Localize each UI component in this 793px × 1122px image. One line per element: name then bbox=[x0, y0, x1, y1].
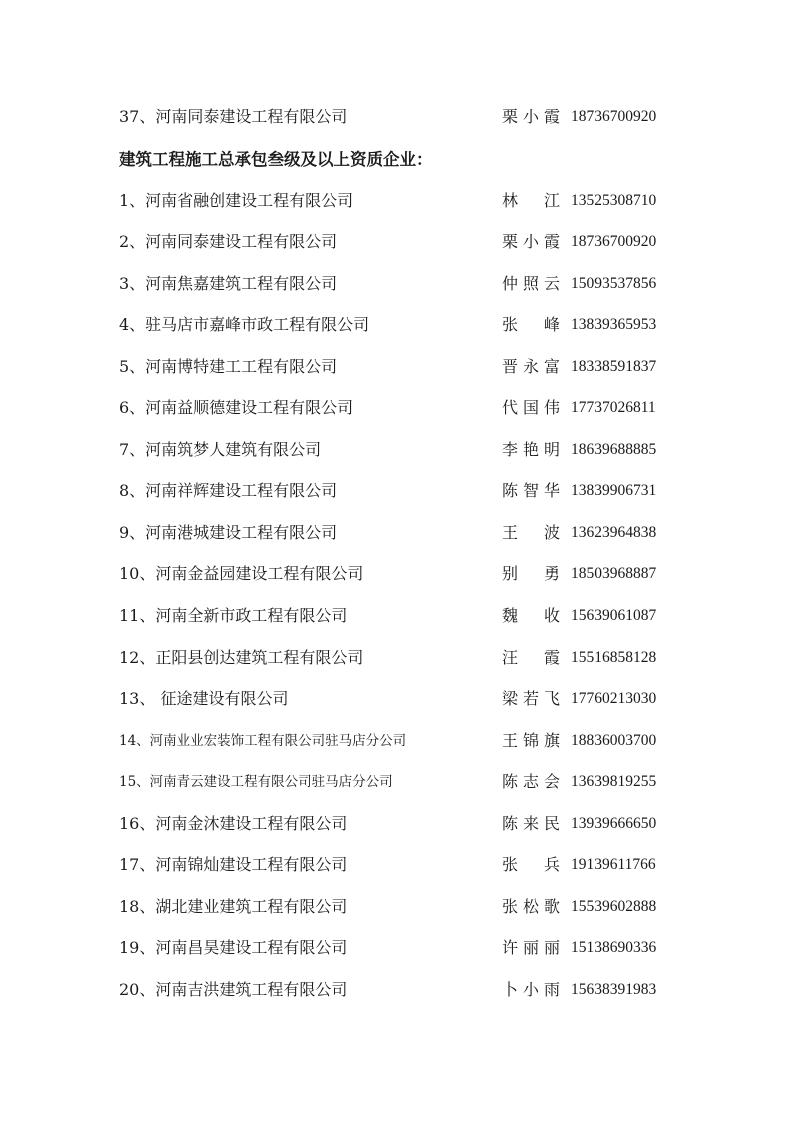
entry-row bbox=[0, 767, 793, 797]
entry-row bbox=[0, 726, 793, 756]
phone-number: 17760213030 bbox=[571, 690, 657, 707]
contact-person: 魏 收 bbox=[502, 606, 560, 625]
phone-number: 15639061087 bbox=[571, 607, 657, 624]
phone-number: 18736700920 bbox=[571, 233, 657, 250]
contact-person: 王 波 bbox=[502, 523, 560, 542]
entry-row bbox=[0, 975, 793, 1005]
contact-person: 栗小霞 bbox=[502, 232, 560, 251]
entry-row bbox=[0, 601, 793, 631]
contact-person: 卜小雨 bbox=[502, 980, 560, 999]
phone-number: 13639819255 bbox=[571, 773, 657, 790]
entry-row bbox=[0, 518, 793, 548]
phone-number: 13839906731 bbox=[571, 482, 657, 499]
top-entry-row bbox=[0, 102, 793, 132]
contact-person: 梁若飞 bbox=[502, 689, 560, 708]
company-name: 6、河南益顺德建设工程有限公司 bbox=[119, 398, 354, 417]
contact-person: 张 峰 bbox=[502, 315, 560, 334]
contact-person: 王锦旗 bbox=[502, 731, 560, 750]
entry-row bbox=[0, 352, 793, 382]
phone-number: 18338591837 bbox=[571, 358, 657, 375]
phone-number: 15516858128 bbox=[571, 649, 657, 666]
contact-person: 林 江 bbox=[502, 191, 560, 210]
phone-number: 18503968887 bbox=[571, 565, 657, 582]
company-name: 1、河南省融创建设工程有限公司 bbox=[119, 191, 354, 210]
phone-number: 15638391983 bbox=[571, 981, 657, 998]
phone-number: 13939666650 bbox=[571, 815, 657, 832]
phone-number: 13525308710 bbox=[571, 192, 657, 209]
company-name: 9、河南港城建设工程有限公司 bbox=[119, 523, 338, 542]
contact-person: 陈智华 bbox=[502, 481, 560, 500]
company-name: 8、河南祥辉建设工程有限公司 bbox=[119, 481, 338, 500]
company-name: 16、河南金沐建设工程有限公司 bbox=[119, 814, 348, 833]
company-name: 15、河南青云建设工程有限公司驻马店分公司 bbox=[119, 774, 393, 790]
company-name: 20、河南吉洪建筑工程有限公司 bbox=[119, 980, 348, 999]
entry-row bbox=[0, 809, 793, 839]
contact-person: 晋永富 bbox=[502, 357, 560, 376]
entry-row bbox=[0, 435, 793, 465]
phone-number: 15539602888 bbox=[571, 898, 657, 915]
section-title: 建筑工程施工总承包叁级及以上资质企业： bbox=[119, 150, 433, 169]
contact-person: 陈来民 bbox=[502, 814, 560, 833]
company-name: 13、 征途建设有限公司 bbox=[119, 689, 289, 708]
phone-number: 15093537856 bbox=[571, 275, 657, 292]
company-name: 2、河南同泰建设工程有限公司 bbox=[119, 232, 338, 251]
phone-number: 18836003700 bbox=[571, 732, 657, 749]
contact-person: 陈志会 bbox=[502, 772, 560, 791]
entry-row bbox=[0, 559, 793, 589]
entry-row bbox=[0, 684, 793, 714]
contact-person: 仲照云 bbox=[502, 274, 560, 293]
contact-person: 代国伟 bbox=[502, 398, 560, 417]
company-name: 5、河南博特建工工程有限公司 bbox=[119, 357, 338, 376]
company-name: 3、河南焦嘉建筑工程有限公司 bbox=[119, 274, 338, 293]
company-name: 11、河南全新市政工程有限公司 bbox=[119, 606, 348, 625]
company-name: 37、河南同泰建设工程有限公司 bbox=[119, 107, 348, 126]
entry-row bbox=[0, 393, 793, 423]
entry-row bbox=[0, 643, 793, 673]
contact-person: 李艳明 bbox=[502, 440, 560, 459]
phone-number: 18639688885 bbox=[571, 441, 657, 458]
contact-person: 许丽丽 bbox=[502, 938, 560, 957]
phone-number: 13623964838 bbox=[571, 524, 657, 541]
phone-number: 18736700920 bbox=[571, 108, 657, 125]
company-name: 12、正阳县创达建筑工程有限公司 bbox=[119, 648, 364, 667]
contact-person: 别 勇 bbox=[502, 564, 560, 583]
phone-number: 19139611766 bbox=[571, 856, 656, 873]
contact-person: 张松歌 bbox=[502, 897, 560, 916]
entry-row bbox=[0, 186, 793, 216]
company-name: 14、河南业业宏装饰工程有限公司驻马店分公司 bbox=[119, 733, 407, 749]
contact-person: 汪 霞 bbox=[502, 648, 560, 667]
company-name: 4、驻马店市嘉峰市政工程有限公司 bbox=[119, 315, 370, 334]
company-name: 10、河南金益园建设工程有限公司 bbox=[119, 564, 364, 583]
phone-number: 17737026811 bbox=[571, 399, 656, 416]
contact-person: 张 兵 bbox=[502, 855, 560, 874]
entry-row bbox=[0, 310, 793, 340]
entry-row bbox=[0, 933, 793, 963]
company-name: 19、河南昌昊建设工程有限公司 bbox=[119, 938, 348, 957]
company-name: 17、河南锦灿建设工程有限公司 bbox=[119, 855, 348, 874]
phone-number: 13839365953 bbox=[571, 316, 657, 333]
entry-row bbox=[0, 476, 793, 506]
entry-row bbox=[0, 227, 793, 257]
contact-person: 栗小霞 bbox=[502, 107, 560, 126]
entry-row bbox=[0, 850, 793, 880]
entry-row bbox=[0, 269, 793, 299]
company-name: 18、湖北建业建筑工程有限公司 bbox=[119, 897, 348, 916]
company-name: 7、河南筑梦人建筑有限公司 bbox=[119, 440, 322, 459]
entry-row bbox=[0, 892, 793, 922]
phone-number: 15138690336 bbox=[571, 939, 657, 956]
